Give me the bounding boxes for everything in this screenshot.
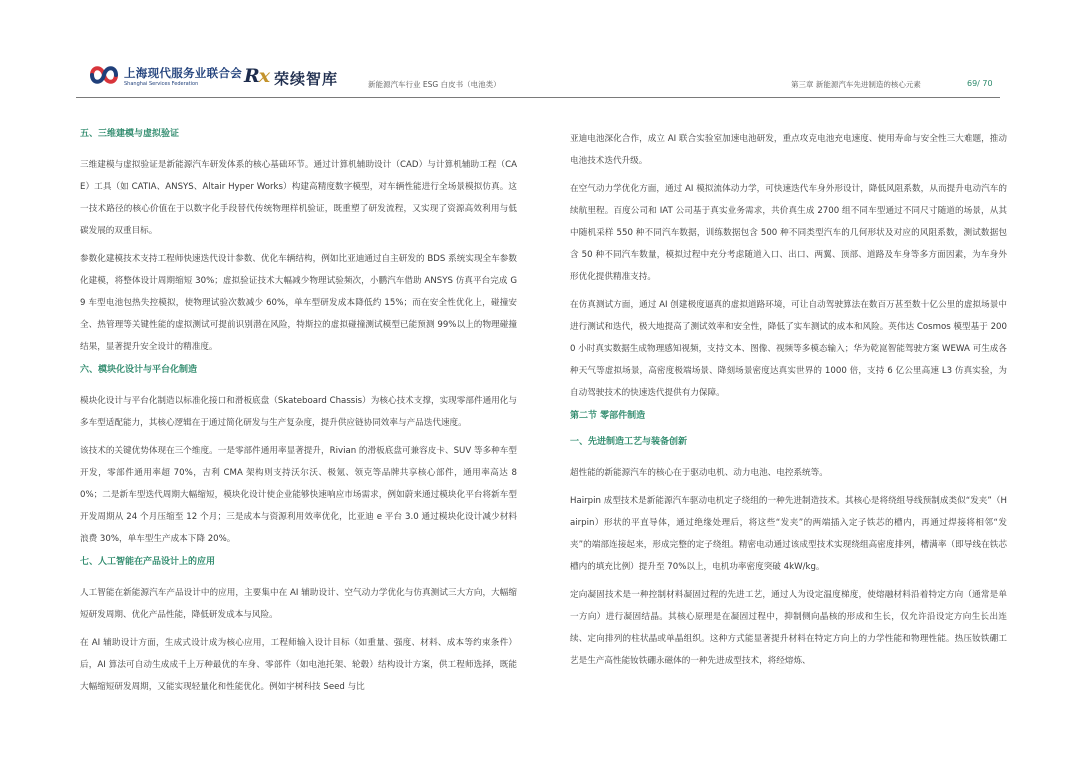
- paragraph: 该技术的关键优势体现在三个维度。一是零部件通用率显著提升，Rivian 的滑板底盘可兼容皮卡、SUV 等多种车型开发，零部件通用率超 70%，吉利 CMA 架构则支持沃尔沃、极氪、领克等品牌共享核心部件，通用率高达 80%；二是新车型迭代周期大幅缩短，模块化设计使企业能够快速响应市场需求，例如蔚来通过模块化平台将新车型开发周期从 24 个月压缩至 12 个月；三是成本与资源利用效率优化，比亚迪 e 平台 3.0 通过模块化设计减少材料浪费 30%，单车型生产成本下降 20%。: [80, 446, 517, 544]
- doc-title: 新能源汽车行业 ESG 白皮书（电池类）: [368, 80, 501, 89]
- rx-logo: [244, 62, 364, 92]
- page-number: 69/ 70: [967, 79, 993, 88]
- paragraph: 定向凝固技术是一种控制材料凝固过程的先进工艺，通过人为设定温度梯度，使熔融材料沿着特定方向（通常是单一方向）进行凝固结晶。其核心原理是在凝固过程中，抑制侧向晶核的形成和生长，仅允许沿设定方向生长出连续、定向排列的柱状晶或单晶组织。这种方式能显著提升材料在特定方向上的力学性能和物理性能。热压钕铁硼工艺是生产高性能钕铁硼永磁体的一种先进成型技术，将经熔炼、: [570, 590, 1007, 666]
- paragraph: 亚迪电池深化合作，成立 AI 联合实验室加速电池研发，重点攻克电池充电速度、使用寿命与安全性三大难题，推动电池技术迭代升级。: [570, 134, 1007, 166]
- left-column: [80, 128, 517, 704]
- org1-name: 上海现代服务业联合会: [124, 66, 242, 80]
- section-heading: 七、人工智能在产品设计上的应用: [80, 557, 216, 567]
- section-heading: 一、先进制造工艺与装备创新: [570, 437, 688, 447]
- org2-name: 荣续智库: [274, 70, 339, 88]
- section-heading: 第二节 零部件制造: [570, 411, 646, 421]
- ssf-logo-icon: [88, 62, 120, 88]
- paragraph: 超性能的新能源汽车的核心在于驱动电机、动力电池、电控系统等。: [570, 468, 828, 478]
- paragraph: 在空气动力学优化方面，通过 AI 模拟流体动力学，可快速迭代车身外形设计，降低风阻系数，从而提升电动汽车的续航里程。百度公司和 IAT 公司基于真实业务需求，共价真生成 2700 组不同车型通过不同尺寸随道的场景，从其中随机采样 550 种不同汽车数据，训练数据包含 500 种不同类型汽车的几何形状及对应的风阻系数，测试数据包含 50 种不同汽车数量，模拟过程中充分考虑随道入口、出口、两翼、顶部、道路及车身等多方面因素，为车身外形优化提供精准支持。: [570, 184, 1007, 282]
- paragraph: 模块化设计与平台化制造以标准化接口和滑板底盘（Skateboard Chassis）为核心技术支撑，实现零部件通用化与多车型适配能力，其核心逻辑在于通过简化研发与生产复杂度，提升供应链协同效率与产品迭代速度。: [80, 396, 517, 428]
- paragraph: 三维建模与虚拟验证是新能源汽车研发体系的核心基础环节。通过计算机辅助设计（CAD）与计算机辅助工程（CAE）工具（如 CATIA、ANSYS、Altair Hyper Works）构建高精度数字模型，对车辆性能进行全场景模拟仿真。这一技术路径的核心价值在于以数字化手段替代传统物理样机验证，既重塑了研发流程，又实现了资源高效利用与低碳发展的双重目标。: [80, 160, 517, 236]
- rx-logo-icon: Rx: [244, 65, 270, 87]
- paragraph: 参数化建模技术支持工程师快速迭代设计参数、优化车辆结构，例如比亚迪通过自主研发的 BDS 系统实现全车参数化建模，将整体设计周期缩短 30%；虚拟验证技术大幅减少物理试验频次，小鹏汽车借助 ANSYS 仿真平台完成 G9 车型电池包热失控模拟，使物理试验次数减少 60%，单车型研发成本降低约 15%；而在安全性优化上，碰撞安全、热管理等关键性能的虚拟测试可提前识别潜在风险，特斯拉的虚拟碰撞测试模型已能预测 99%以上的物理碰撞结果，显著提升安全设计的精准度。: [80, 254, 517, 352]
- right-column: [570, 128, 1007, 678]
- org1-en-name: Shanghai Services Federation: [124, 81, 199, 87]
- page-header: [0, 0, 1080, 112]
- section-heading: 五、三维建模与虚拟验证: [80, 129, 180, 139]
- paragraph: 在 AI 辅助设计方面，生成式设计成为核心应用，工程师输入设计目标（如重量、强度、材料、成本等约束条件）后，AI 算法可自动生成成千上万种最优的车身、零部件（如电池托架、轮毂）结构设计方案，供工程师选择，既能大幅缩短研发周期，又能实现轻量化和性能优化。例如宇树科技 Seed 与比: [80, 638, 517, 692]
- paragraph: Hairpin 成型技术是新能源汽车驱动电机定子绕组的一种先进制造技术。其核心是将绕组导线预制成类似“发夹”（Hairpin）形状的平直导体，通过绝缘处理后，将这些“发夹”的两端插入定子铁芯的槽内，再通过焊接将相邻“发夹”的端部连接起来，形成完整的定子绕组。精密电动通过该成型技术实现绕组高密度排列，槽满率（即导线在铁芯槽内的填充比例）提升至 70%以上，电机功率密度突破 4kW/kg。: [570, 496, 1007, 572]
- paragraph: 在仿真测试方面，通过 AI 创建极度逼真的虚拟道路环境，可让自动驾驶算法在数百万甚至数十亿公里的虚拟场景中进行测试和迭代，极大地提高了测试效率和安全性，降低了实车测试的成本和风险。英伟达 Cosmos 模型基于 2000 小时真实数据生成物理感知视频，支持文本、图像、视频等多模态输入；华为乾崑智能驾驶方案 WEWA 可生成各种天气等虚拟场景，高密度极端场景、降刻场景密度达真实世界的 1000 倍，支持 6 亿公里高速 L3 仿真实验，为自动驾驶技术的快速迭代提供有力保障。: [570, 300, 1007, 398]
- paragraph: 人工智能在新能源汽车产品设计中的应用，主要集中在 AI 辅助设计、空气动力学优化与仿真测试三大方向，大幅缩短研发周期、优化产品性能，降低研发成本与风险。: [80, 588, 517, 620]
- ssf-logo: [88, 62, 242, 94]
- chapter-title: 第三章 新能源汽车先进制造的核心元素: [791, 80, 921, 89]
- section-heading: 六、模块化设计与平台化制造: [80, 365, 198, 375]
- header-divider: [76, 97, 1000, 98]
